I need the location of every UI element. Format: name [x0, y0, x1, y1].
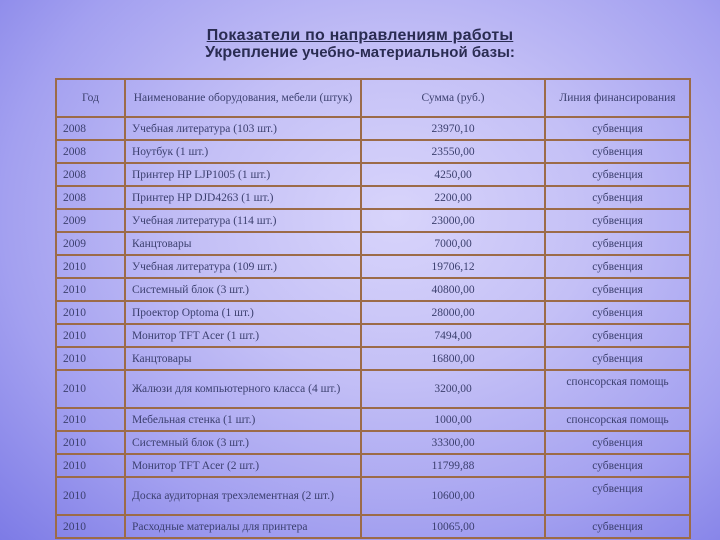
cell-item: Проектор Optoma (1 шт.)	[125, 301, 361, 324]
cell-item: Учебная литература (109 шт.)	[125, 255, 361, 278]
table-header-row	[56, 79, 690, 117]
cell-funding: субвенция	[545, 477, 690, 515]
cell-item: Доска аудиторная трехэлементная (2 шт.)	[125, 477, 361, 515]
cell-funding: субвенция	[545, 186, 690, 209]
cell-funding: субвенция	[545, 324, 690, 347]
table-row	[56, 347, 690, 370]
cell-sum: 1000,00	[361, 408, 545, 431]
table-row	[56, 140, 690, 163]
title-line-1: Показатели по направлениям работы	[206, 27, 514, 44]
cell-year: 2010	[56, 477, 125, 515]
cell-item: Расходные материалы для принтера	[125, 515, 361, 538]
cell-year: 2008	[56, 186, 125, 209]
header-year: Год	[56, 79, 125, 117]
cell-sum: 2200,00	[361, 186, 545, 209]
table-row	[56, 477, 690, 515]
cell-funding: субвенция	[545, 278, 690, 301]
cell-sum: 28000,00	[361, 301, 545, 324]
cell-item: Канцтовары	[125, 347, 361, 370]
cell-year: 2009	[56, 209, 125, 232]
cell-funding: субвенция	[545, 515, 690, 538]
cell-year: 2010	[56, 347, 125, 370]
equipment-table	[55, 78, 691, 539]
cell-sum: 11799,88	[361, 454, 545, 477]
table-row	[56, 408, 690, 431]
slide-title	[0, 27, 720, 61]
title-line-2	[0, 44, 720, 61]
table-row	[56, 515, 690, 538]
cell-year: 2010	[56, 324, 125, 347]
cell-item: Монитор TFT Acer (1 шт.)	[125, 324, 361, 347]
table-row	[56, 163, 690, 186]
cell-year: 2010	[56, 431, 125, 454]
cell-funding: субвенция	[545, 117, 690, 140]
cell-funding: субвенция	[545, 140, 690, 163]
cell-funding: спонсорская помощь	[545, 408, 690, 431]
cell-item: Мебельная стенка (1 шт.)	[125, 408, 361, 431]
cell-item: Принтер HP LJP1005 (1 шт.)	[125, 163, 361, 186]
cell-sum: 40800,00	[361, 278, 545, 301]
cell-sum: 7494,00	[361, 324, 545, 347]
table-row	[56, 186, 690, 209]
cell-sum: 16800,00	[361, 347, 545, 370]
cell-funding: субвенция	[545, 232, 690, 255]
header-item: Наименование оборудования, мебели (штук)	[125, 79, 361, 117]
header-funding: Линия финансирования	[545, 79, 690, 117]
cell-funding: субвенция	[545, 454, 690, 477]
cell-year: 2008	[56, 140, 125, 163]
table-row	[56, 454, 690, 477]
cell-year: 2010	[56, 454, 125, 477]
table-row	[56, 232, 690, 255]
cell-item: Учебная литература (114 шт.)	[125, 209, 361, 232]
cell-funding: субвенция	[545, 301, 690, 324]
cell-year: 2010	[56, 370, 125, 408]
cell-year: 2010	[56, 515, 125, 538]
cell-year: 2008	[56, 117, 125, 140]
cell-year: 2010	[56, 408, 125, 431]
table-row	[56, 370, 690, 408]
cell-sum: 4250,00	[361, 163, 545, 186]
cell-item: Канцтовары	[125, 232, 361, 255]
cell-item: Системный блок (3 шт.)	[125, 278, 361, 301]
cell-item: Системный блок (3 шт.)	[125, 431, 361, 454]
cell-item: Учебная литература (103 шт.)	[125, 117, 361, 140]
cell-year: 2008	[56, 163, 125, 186]
cell-item: Принтер HP DJD4263 (1 шт.)	[125, 186, 361, 209]
cell-sum: 19706,12	[361, 255, 545, 278]
table-row	[56, 431, 690, 454]
table-row	[56, 301, 690, 324]
table-row	[56, 117, 690, 140]
cell-funding: субвенция	[545, 431, 690, 454]
cell-funding: субвенция	[545, 163, 690, 186]
cell-sum: 23550,00	[361, 140, 545, 163]
cell-sum: 10065,00	[361, 515, 545, 538]
table-row	[56, 255, 690, 278]
cell-funding: субвенция	[545, 255, 690, 278]
title-line-2-lead: Укрепление	[205, 44, 298, 61]
cell-item: Ноутбук (1 шт.)	[125, 140, 361, 163]
table-row	[56, 209, 690, 232]
header-sum: Сумма (руб.)	[361, 79, 545, 117]
cell-funding: субвенция	[545, 347, 690, 370]
cell-sum: 23970,10	[361, 117, 545, 140]
cell-funding: субвенция	[545, 209, 690, 232]
cell-item: Жалюзи для компьютерного класса (4 шт.)	[125, 370, 361, 408]
cell-item: Монитор TFT Acer (2 шт.)	[125, 454, 361, 477]
cell-sum: 7000,00	[361, 232, 545, 255]
cell-sum: 10600,00	[361, 477, 545, 515]
title-line-2-rest: учебно-материальной базы:	[298, 44, 515, 61]
cell-funding: спонсорская помощь	[545, 370, 690, 408]
cell-sum: 33300,00	[361, 431, 545, 454]
cell-sum: 3200,00	[361, 370, 545, 408]
cell-year: 2010	[56, 301, 125, 324]
cell-year: 2010	[56, 255, 125, 278]
cell-year: 2009	[56, 232, 125, 255]
table-row	[56, 324, 690, 347]
cell-sum: 23000,00	[361, 209, 545, 232]
table-row	[56, 278, 690, 301]
cell-year: 2010	[56, 278, 125, 301]
